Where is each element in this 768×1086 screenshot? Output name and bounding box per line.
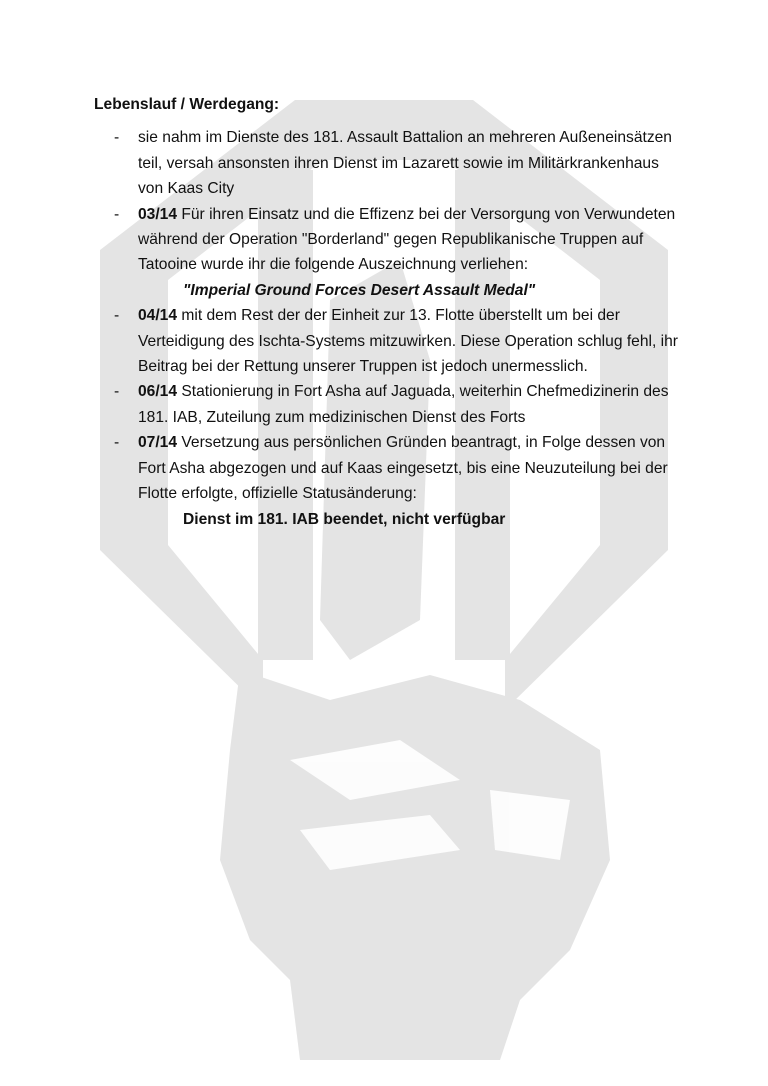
bullet-dash: -: [114, 307, 120, 325]
entry-date: 06/14: [138, 383, 178, 401]
list-item: [94, 430, 684, 532]
entry-text: sie nahm im Dienste des 181. Assault Battalion an mehreren Außeneinsätzen teil, versah ansonsten ihren Dienst im Lazarett sowie im Militärkrankenhaus von Kaas City: [138, 129, 672, 198]
list-item: [94, 125, 684, 201]
entry-text: Stationierung in Fort Asha auf Jaguada, weiterhin Chefmedizinerin des 181. IAB, Zuteilung zum medizinischen Dienst des Forts: [138, 383, 669, 426]
list-item: [94, 303, 684, 379]
entry-text: Versetzung aus persönlichen Gründen beantragt, in Folge dessen von Fort Asha abgezogen und auf Kaas eingesetzt, bis eine Neuzuteilung bei der Flotte erfolgte, offizielle Statusänderung:: [138, 434, 668, 503]
document-body: [94, 92, 684, 532]
bullet-dash: -: [114, 383, 120, 401]
bullet-dash: -: [114, 129, 120, 147]
entry-date: 03/14: [138, 205, 178, 223]
page-heading: Lebenslauf / Werdegang:: [94, 96, 280, 113]
career-list: [94, 125, 684, 532]
bullet-dash: -: [114, 434, 120, 452]
bullet-dash: -: [114, 205, 120, 223]
entry-date: 04/14: [138, 307, 178, 325]
entry-text: Für ihren Einsatz und die Effizenz bei der Versorgung von Verwundeten während der Operation "Borderland" gegen Republikanische Truppen auf Tatooine wurde ihr die folgende Auszeichnung verliehen:: [138, 205, 676, 274]
status-change: Dienst im 181. IAB beendet, nicht verfügbar: [183, 510, 506, 528]
entry-date: 07/14: [138, 434, 178, 452]
list-item: [94, 379, 684, 430]
list-item: [94, 202, 684, 304]
award-title: "Imperial Ground Forces Desert Assault Medal": [183, 281, 536, 299]
entry-text: mit dem Rest der der Einheit zur 13. Flotte überstellt um bei der Verteidigung des Ischta-Systems mitzuwirken. Diese Operation schlug fehl, ihr Beitrag bei der Rettung unserer Truppen ist jedoch unermesslich.: [138, 307, 678, 376]
